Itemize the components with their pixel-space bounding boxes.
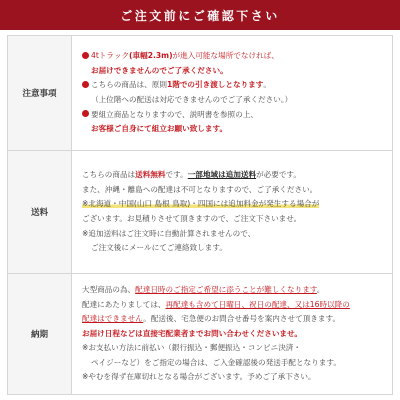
caution-line-1: 4tトラック(車幅2.3m)が進入可能な場所でなければ、: [82, 49, 386, 64]
bullet-icon: [82, 52, 89, 59]
caution-line-3: こちらの商品は、原則1階での引き渡しとなります。: [82, 78, 386, 93]
banner-title: ご注文前にご確認下さい: [120, 8, 280, 23]
caution-line-4: （上位階への配送は対応できませんのでご了承ください。）: [91, 95, 293, 104]
delivery-line-2: 配達にあたりましては、再配達も含めて日曜日、祝日の配達、又は16時以降の: [82, 299, 350, 309]
shipping-row: [8, 151, 393, 274]
notice-table: [7, 35, 393, 395]
delivery-line-7: ※やむを得ず在庫切れとなる場合がございます。予めご了承下さい。: [82, 372, 316, 382]
bullet-icon: [82, 110, 89, 117]
shipping-line-2: また、沖縄・離島への配達は不可となりますので、ご了承ください。: [82, 184, 318, 194]
shipping-line-1: こちらの商品は送料無料です。一部地域は追加送料が必要です。: [82, 170, 302, 180]
delivery-line-3: 配達はできません。配送後、宅急便のお問合せ番号を案内させて頂きます。: [82, 314, 341, 324]
caution-label: 注意事項: [8, 36, 72, 151]
shipping-label: 送料: [8, 151, 72, 274]
delivery-line-5: ※お支払い方法に前払い（銀行振込・郵便振込・コンビニ決済・: [82, 343, 301, 353]
caution-row: [8, 36, 393, 151]
delivery-body: [72, 274, 393, 395]
notice-banner: [0, 0, 400, 30]
delivery-line-6: ペイジーなど）をご指定の場合は、ご入金確認後の発送手配となります。: [91, 357, 341, 367]
shipping-line-5: ※追加送料はご注文時に自動計算されませんので、: [82, 228, 256, 238]
delivery-line-1: 大型商品の為、配達日時のご指定ご希望に添うことが難しくなります。: [82, 284, 325, 294]
caution-line-2: お届けできませんのでご了承ください。: [91, 65, 228, 75]
shipping-line-4: ございます。お見積りさせて頂きますので、ご注文下さいませ。: [82, 214, 302, 223]
shipping-line-3: ※北海道・中国(山口 島根 鳥取)・四国には追加料金が発生する場合が: [82, 199, 320, 209]
shipping-body: [72, 151, 393, 274]
caution-line-6: お客様ご自身にて組立お願い致します。: [91, 124, 228, 134]
caution-body: [72, 36, 393, 151]
caution-line-5: 要組立商品となりますので、説明書を参照の上、: [82, 108, 386, 123]
shipping-line-6: ご注文後にメールにてご連絡致します。: [91, 243, 227, 253]
delivery-line-4: お届け日程などは直接宅配業者までお問い合わせくださいませ。: [82, 328, 302, 338]
bullet-icon: [82, 81, 89, 88]
delivery-label: 納期: [8, 274, 72, 395]
delivery-row: [8, 274, 393, 395]
